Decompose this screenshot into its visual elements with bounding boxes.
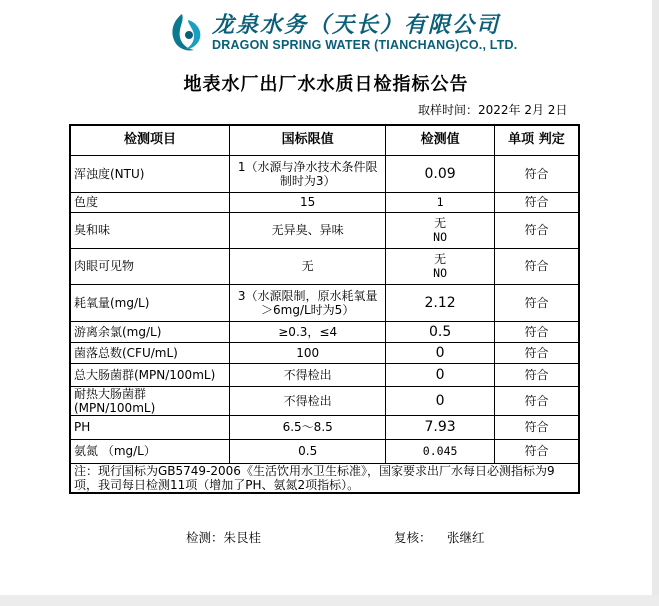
row-item: 耐热大肠菌群(MPN/100mL) bbox=[70, 386, 230, 415]
header-verdict: 单项 判定 bbox=[494, 125, 579, 155]
row-limit: 无 bbox=[230, 248, 386, 284]
row-limit: 15 bbox=[230, 192, 386, 212]
table-row bbox=[70, 415, 579, 439]
header-limit: 国标限值 bbox=[230, 125, 386, 155]
row-limit: 3（水源限制，原水耗氧量＞6mg/L时为5） bbox=[230, 284, 386, 321]
table-row bbox=[70, 363, 579, 386]
table-row bbox=[70, 386, 579, 415]
row-value: 0 bbox=[386, 386, 495, 415]
inspector-signature: 检测：朱艮桂 bbox=[186, 530, 262, 545]
row-value: 无 bbox=[434, 216, 447, 230]
table-row bbox=[70, 212, 579, 248]
company-logo bbox=[166, 8, 518, 58]
reviewer-label: 复核： bbox=[394, 530, 432, 545]
table-row bbox=[70, 439, 579, 463]
row-item: 臭和味 bbox=[70, 212, 230, 248]
row-value: 7.93 bbox=[386, 415, 495, 439]
header-item: 检测项目 bbox=[70, 125, 230, 155]
row-value: 0.5 bbox=[386, 321, 495, 342]
table-row bbox=[70, 248, 579, 284]
row-item: PH bbox=[70, 415, 230, 439]
row-value: 0 bbox=[386, 363, 495, 386]
row-value: 2.12 bbox=[386, 284, 495, 321]
row-verdict: 符合 bbox=[494, 155, 579, 192]
row-verdict: 符合 bbox=[494, 192, 579, 212]
row-limit: 100 bbox=[230, 342, 386, 363]
row-limit: 6.5～8.5 bbox=[230, 415, 386, 439]
row-value: 0 bbox=[386, 342, 495, 363]
row-item: 浑浊度(NTU) bbox=[70, 155, 230, 192]
water-quality-table bbox=[69, 124, 580, 494]
row-value-cell bbox=[386, 248, 495, 284]
row-value-sub: NO bbox=[433, 230, 448, 244]
row-item: 色度 bbox=[70, 192, 230, 212]
reviewer-name: 张继红 bbox=[447, 530, 485, 545]
company-name-en: DRAGON SPRING WATER (TIANCHANG)CO., LTD. bbox=[212, 38, 518, 52]
row-verdict: 符合 bbox=[494, 248, 579, 284]
row-value: 0.045 bbox=[386, 439, 495, 463]
row-verdict: 符合 bbox=[494, 363, 579, 386]
row-verdict: 符合 bbox=[494, 342, 579, 363]
row-verdict: 符合 bbox=[494, 439, 579, 463]
row-value: 无 bbox=[434, 252, 447, 266]
company-name-cn: 龙泉水务（天长）有限公司 bbox=[212, 12, 501, 38]
table-note: 注：现行国标为GB5749-2006《生活饮用水卫生标准》，国家要求出厂水每日必测指标为9项，我司每日检测11项（增加了PH、氨氮2项指标）。 bbox=[70, 463, 579, 493]
sheet-edge-right bbox=[652, 0, 659, 606]
row-item: 氨氮 （mg/L） bbox=[70, 439, 230, 463]
table-row bbox=[70, 321, 579, 342]
row-item: 游离余氯(mg/L) bbox=[70, 321, 230, 342]
row-value: 1 bbox=[386, 192, 495, 212]
row-value-cell bbox=[386, 212, 495, 248]
report-title: 地表水厂出厂水水质日检指标公告 bbox=[183, 74, 469, 95]
row-limit: 0.5 bbox=[230, 439, 386, 463]
row-verdict: 符合 bbox=[494, 415, 579, 439]
table-row bbox=[70, 284, 579, 321]
row-verdict: 符合 bbox=[494, 284, 579, 321]
row-limit: 不得检出 bbox=[230, 363, 386, 386]
header-value: 检测值 bbox=[386, 125, 495, 155]
row-limit: 无异臭、异味 bbox=[230, 212, 386, 248]
row-value-sub: NO bbox=[433, 266, 448, 280]
table-row bbox=[70, 342, 579, 363]
row-item: 菌落总数(CFU/mL) bbox=[70, 342, 230, 363]
table-note-row bbox=[70, 463, 579, 493]
row-limit: 1（水源与净水技术条件限制时为3） bbox=[230, 155, 386, 192]
table-header-row bbox=[70, 125, 579, 155]
row-verdict: 符合 bbox=[494, 386, 579, 415]
water-drop-logo-icon bbox=[166, 10, 208, 54]
row-item: 肉眼可见物 bbox=[70, 248, 230, 284]
row-value: 0.09 bbox=[386, 155, 495, 192]
row-verdict: 符合 bbox=[494, 321, 579, 342]
row-item: 总大肠菌群(MPN/100mL) bbox=[70, 363, 230, 386]
row-limit: ≥0.3，≤4 bbox=[230, 321, 386, 342]
row-limit: 不得检出 bbox=[230, 386, 386, 415]
table-row bbox=[70, 155, 579, 192]
sample-time: 取样时间：2022年 2月 2日 bbox=[418, 103, 568, 117]
row-item: 耗氧量(mg/L) bbox=[70, 284, 230, 321]
table-row bbox=[70, 192, 579, 212]
sheet-edge-bottom bbox=[0, 595, 659, 606]
row-verdict: 符合 bbox=[494, 212, 579, 248]
